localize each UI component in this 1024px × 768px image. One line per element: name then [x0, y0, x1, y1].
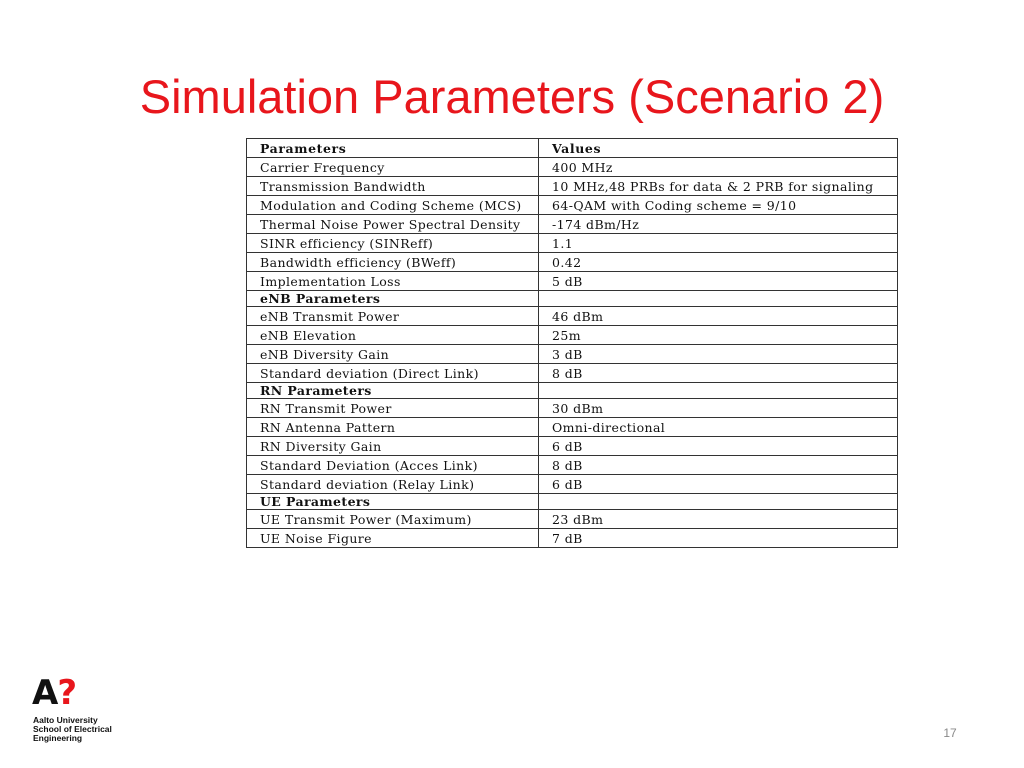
table-row	[247, 456, 898, 475]
section-empty-cell	[539, 494, 898, 510]
parameter-name: RN Transmit Power	[247, 399, 539, 418]
table-row	[247, 196, 898, 215]
parameter-value: 30 dBm	[539, 399, 898, 418]
parameter-name: eNB Transmit Power	[247, 307, 539, 326]
table-row	[247, 475, 898, 494]
parameter-name: eNB Elevation	[247, 326, 539, 345]
parameter-value: 3 dB	[539, 345, 898, 364]
table-row	[247, 177, 898, 196]
slide-title: Simulation Parameters (Scenario 2)	[139, 70, 885, 123]
parameter-name: UE Transmit Power (Maximum)	[247, 510, 539, 529]
parameter-name: Standard Deviation (Acces Link)	[247, 456, 539, 475]
section-heading: UE Parameters	[247, 494, 539, 510]
parameter-name: Modulation and Coding Scheme (MCS)	[247, 196, 539, 215]
parameter-value: 5 dB	[539, 272, 898, 291]
section-heading: eNB Parameters	[247, 291, 539, 307]
logo-question-mark: ?	[57, 673, 77, 713]
slide-number: 17	[943, 726, 957, 740]
section-empty-cell	[539, 383, 898, 399]
table-row	[247, 253, 898, 272]
parameter-value: 64-QAM with Coding scheme = 9/10	[539, 196, 898, 215]
parameters-table	[246, 138, 898, 548]
parameter-value: 6 dB	[539, 437, 898, 456]
table-row	[247, 418, 898, 437]
parameter-name: Standard deviation (Direct Link)	[247, 364, 539, 383]
table-row	[247, 307, 898, 326]
aalto-logo	[32, 673, 132, 743]
header-values: Values	[539, 139, 898, 158]
section-heading: RN Parameters	[247, 383, 539, 399]
parameter-value: 23 dBm	[539, 510, 898, 529]
aalto-logo-mark	[32, 673, 77, 713]
table-row	[247, 272, 898, 291]
logo-text	[33, 716, 112, 743]
logo-line-school: School of Electrical	[33, 724, 112, 734]
section-empty-cell	[539, 291, 898, 307]
parameter-value: 1.1	[539, 234, 898, 253]
table-section-row	[247, 291, 898, 307]
table-section-row	[247, 494, 898, 510]
table-row	[247, 510, 898, 529]
table-row	[247, 437, 898, 456]
table-row	[247, 326, 898, 345]
table-row	[247, 529, 898, 548]
parameter-name: RN Antenna Pattern	[247, 418, 539, 437]
logo-line-department: Engineering	[33, 733, 83, 743]
parameter-value: 0.42	[539, 253, 898, 272]
table-body	[247, 158, 898, 548]
parameter-value: 8 dB	[539, 456, 898, 475]
parameter-value: -174 dBm/Hz	[539, 215, 898, 234]
table-row	[247, 345, 898, 364]
parameter-name: Bandwidth efficiency (BWeff)	[247, 253, 539, 272]
parameter-name: Carrier Frequency	[247, 158, 539, 177]
parameter-name: SINR efficiency (SINReff)	[247, 234, 539, 253]
parameter-name: Standard deviation (Relay Link)	[247, 475, 539, 494]
parameter-value: 7 dB	[539, 529, 898, 548]
table-row	[247, 364, 898, 383]
header-parameters: Parameters	[247, 139, 539, 158]
parameter-value: 10 MHz,48 PRBs for data & 2 PRB for signaling	[539, 177, 898, 196]
table-section-row	[247, 383, 898, 399]
table-row	[247, 399, 898, 418]
parameter-value: 46 dBm	[539, 307, 898, 326]
parameter-name: eNB Diversity Gain	[247, 345, 539, 364]
parameter-name: Thermal Noise Power Spectral Density	[247, 215, 539, 234]
parameter-value: 400 MHz	[539, 158, 898, 177]
parameter-value: 6 dB	[539, 475, 898, 494]
table-row	[247, 215, 898, 234]
table-header-row	[247, 139, 898, 158]
table-row	[247, 158, 898, 177]
parameter-name: Transmission Bandwidth	[247, 177, 539, 196]
parameter-name: UE Noise Figure	[247, 529, 539, 548]
logo-line-university: Aalto University	[33, 715, 98, 725]
parameter-name: RN Diversity Gain	[247, 437, 539, 456]
parameter-value: 8 dB	[539, 364, 898, 383]
parameter-value: 25m	[539, 326, 898, 345]
parameter-name: Implementation Loss	[247, 272, 539, 291]
parameter-value: Omni-directional	[539, 418, 898, 437]
table-row	[247, 234, 898, 253]
logo-letter: A	[32, 673, 58, 713]
